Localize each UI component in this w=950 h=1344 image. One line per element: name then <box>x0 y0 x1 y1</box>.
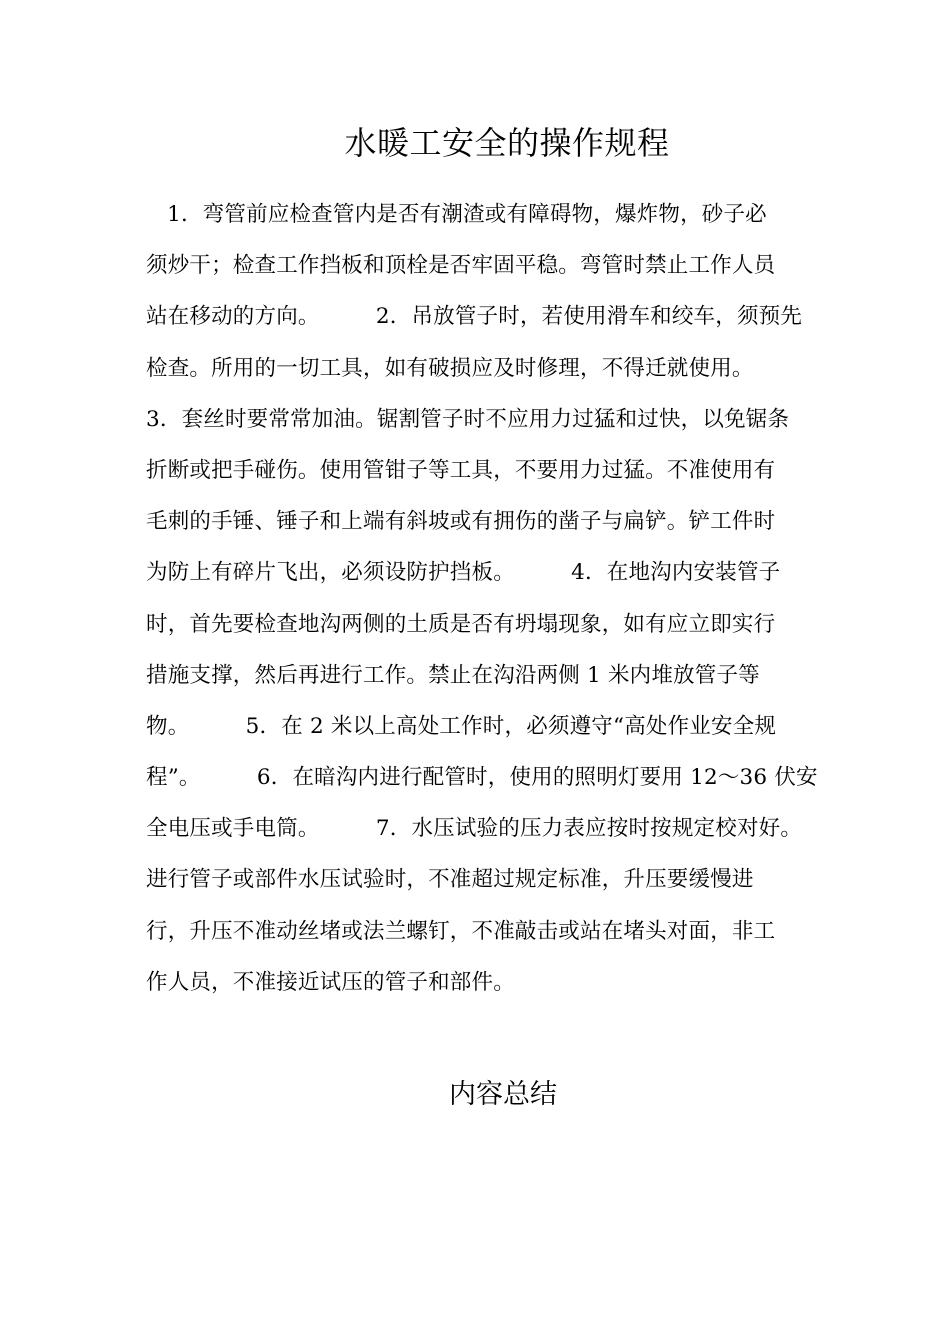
body-line: 时，首先要检查地沟两侧的土质是否有坍塌现象，如有应立即实行 <box>146 611 776 637</box>
body-line: 程”。 6．在暗沟内进行配管时，使用的照明灯要用 12～36 伏安 <box>146 765 818 791</box>
body-line: 毛刺的手锤、锤子和上端有斜坡或有拥伤的凿子与扁铲。铲工件时 <box>146 509 776 535</box>
body-line: 3．套丝时要常常加油。锯割管子时不应用力过猛和过快，以免锯条 <box>146 406 790 432</box>
body-line: 站在移动的方向。 2．吊放管子时，若使用滑车和绞车，须预先 <box>146 304 803 330</box>
body-line: 1．弯管前应检查管内是否有潮渣或有障碍物，爆炸物，砂子必 <box>146 202 767 227</box>
body-line: 作人员，不准接近试压的管子和部件。 <box>146 969 515 995</box>
body-line: 全电压或手电筒。 7．水压试验的压力表应按时按规定校对好。 <box>146 816 803 842</box>
document-title: 水暖工安全的操作规程 <box>344 124 670 162</box>
body-line: 折断或把手碰伤。使用管钳子等工具，不要用力过猛。不准使用有 <box>146 457 776 483</box>
body-line: 物。 5．在 2 米以上高处工作时，必须遵守“高处作业安全规 <box>146 713 777 739</box>
body-line: 为防上有碎片飞出，必须设防护挡板。 4．在地沟内安装管子 <box>146 560 781 586</box>
body-line: 措施支撑，然后再进行工作。禁止在沟沿两侧 1 米内堆放管子等 <box>146 662 760 688</box>
body-line: 须炒干；检查工作挡板和顶栓是否牢固平稳。弯管时禁止工作人员 <box>146 253 776 279</box>
body-line: 进行管子或部件水压试验时，不准超过规定标准，升压要缓慢进 <box>146 867 754 893</box>
body-line: 行，升压不准动丝堵或法兰螺钉，不准敲击或站在堵头对面，非工 <box>146 918 776 944</box>
summary-heading: 内容总结 <box>449 1079 557 1110</box>
body-line: 检查。所用的一切工具，如有破损应及时修理，不得迁就使用。 <box>146 355 754 381</box>
document-body <box>146 196 826 1015</box>
